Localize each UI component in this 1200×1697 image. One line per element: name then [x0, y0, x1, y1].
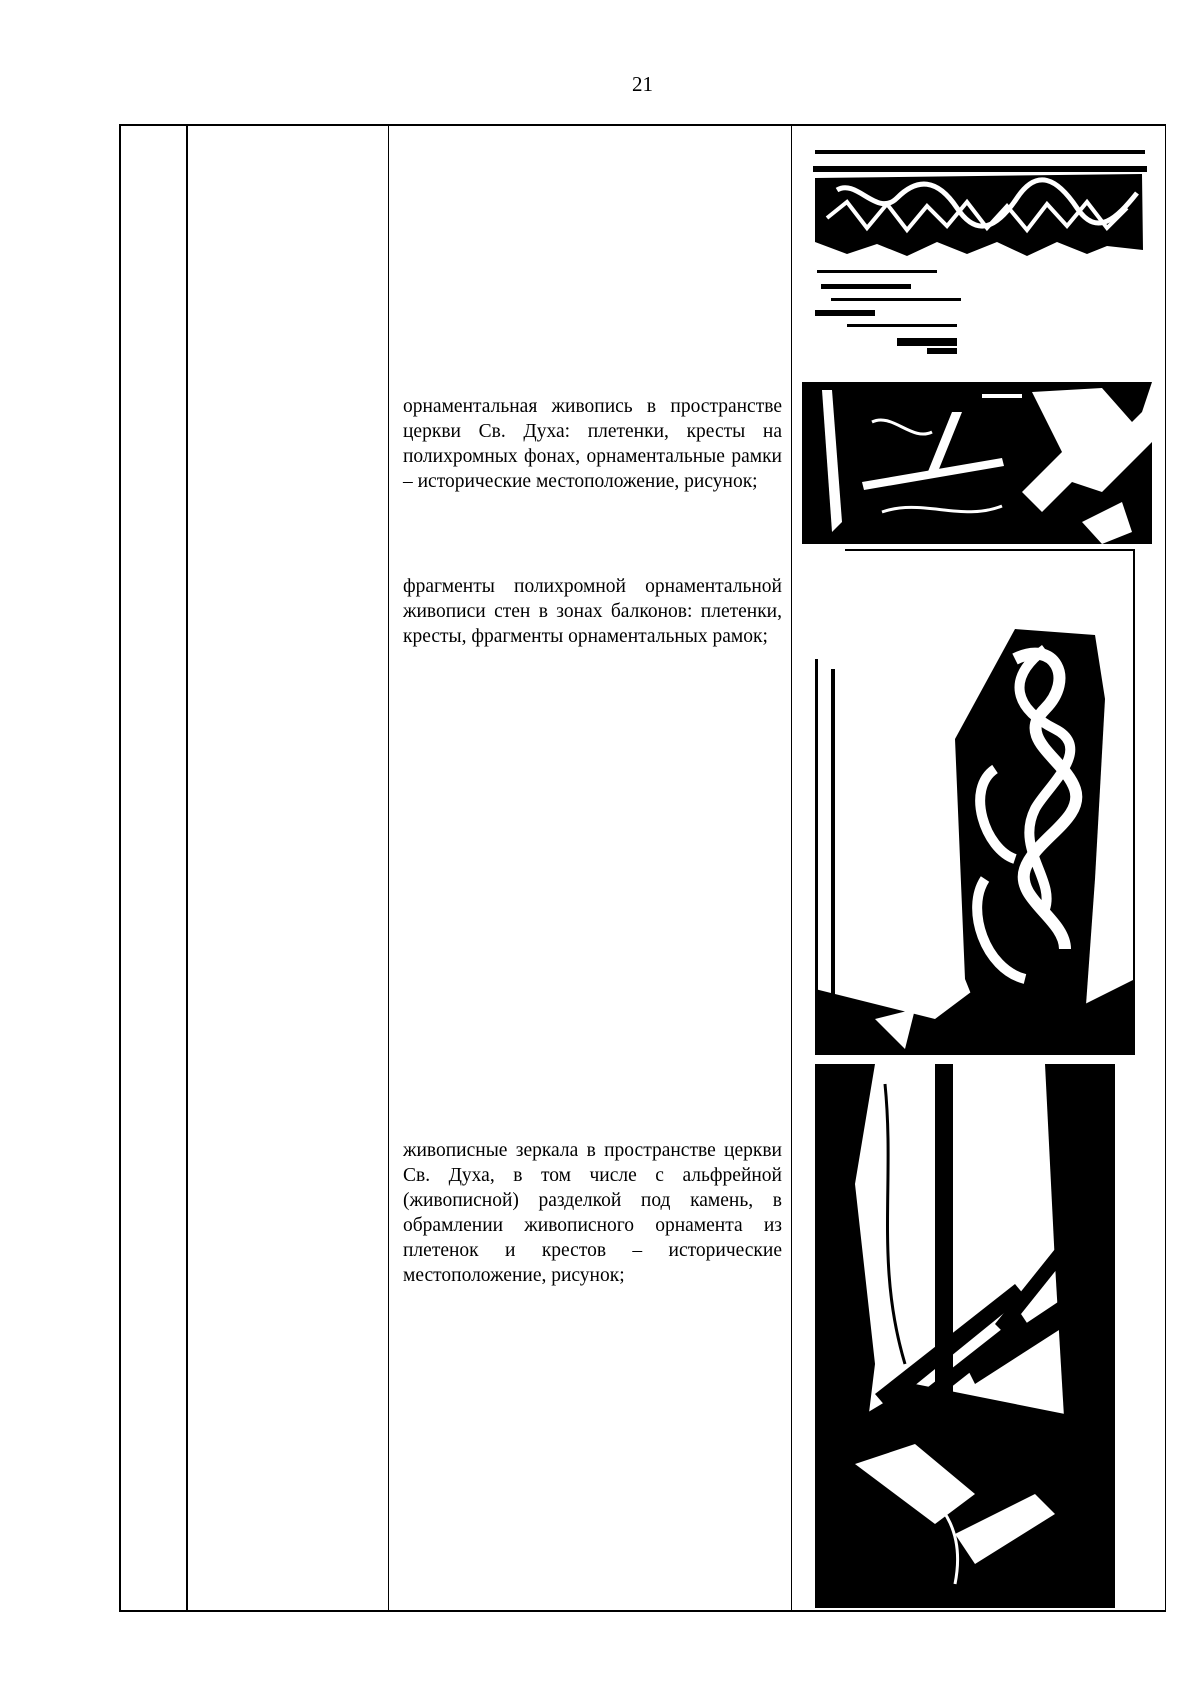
- document-table: [119, 124, 1166, 1612]
- church-ornament-photo: [802, 382, 1152, 544]
- table-cell-text-2: фрагменты полихромной орнаментальной живописи стен в зонах балконов: плетенки, кресты, фрагменты орнаментальных рамок;: [403, 576, 782, 647]
- balcony-wall-ornament-photo: [815, 549, 1135, 1055]
- column-divider-2: [388, 126, 389, 1610]
- ornament-frieze-photo: [807, 138, 1149, 358]
- column-divider-3: [791, 126, 792, 1610]
- page-number: 21: [632, 72, 653, 96]
- column-divider-1: [186, 126, 188, 1610]
- painted-mirrors-photo: [815, 1064, 1115, 1608]
- table-cell-text-3: живописные зеркала в пространстве церкви Св. Духа, в том числе с альфрейной (живописной) разделкой под камень, в обрамлении живописного орнамента из плетенок и крестов – исторические местоположение, рисунок;: [403, 1140, 782, 1286]
- table-cell-text-1: орнаментальная живопись в пространстве церкви Св. Духа: плетенки, кресты на полихромных фонах, орнаментальные рамки – исторические местоположение, рисунок;: [403, 396, 782, 492]
